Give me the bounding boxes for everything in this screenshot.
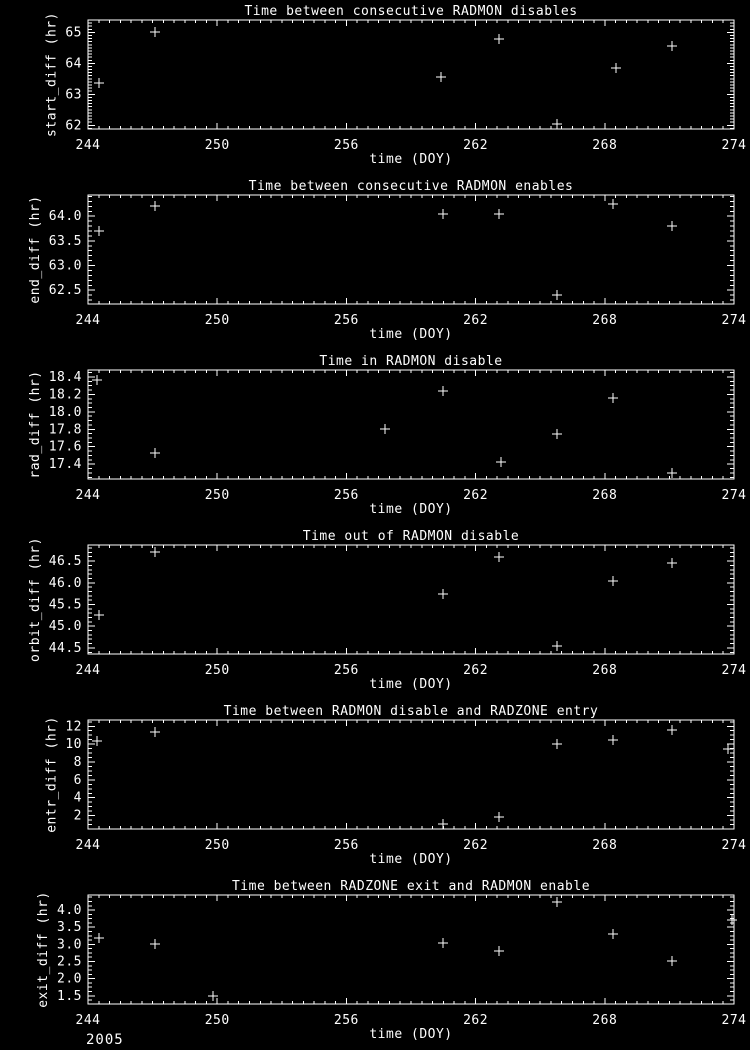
- chart-title: Time between consecutive RADMON disables: [244, 4, 578, 19]
- x-tick-label: 274: [721, 313, 747, 328]
- y-tick-label: 3.0: [57, 937, 82, 953]
- y-tick-label: 62: [65, 118, 82, 134]
- x-tick-label: 274: [721, 488, 747, 503]
- y-tick-label: 63.0: [48, 258, 82, 274]
- x-tick-label: 256: [333, 313, 359, 328]
- x-tick-label: 268: [592, 663, 618, 678]
- plot-box: [88, 895, 734, 1004]
- y-axis-label: orbit_diff (hr): [27, 537, 43, 662]
- year-label: 2005: [86, 1032, 124, 1048]
- x-tick-label: 262: [463, 663, 489, 678]
- chart-5: [0, 700, 750, 875]
- x-tick-label: 244: [75, 313, 101, 328]
- y-axis-label: rad_diff (hr): [27, 370, 43, 479]
- x-axis-label: time (DOY): [369, 852, 453, 867]
- x-tick-label: 256: [333, 488, 359, 503]
- x-tick-label: 274: [721, 838, 747, 853]
- x-axis-label: time (DOY): [369, 502, 453, 517]
- y-tick-label: 6: [73, 772, 82, 788]
- chart-1-svg: [0, 0, 750, 175]
- y-tick-label: 17.8: [48, 422, 82, 438]
- y-axis-label: exit_diff (hr): [36, 891, 52, 1008]
- chart-title: Time out of RADMON disable: [302, 529, 520, 544]
- chart-title: Time between RADZONE exit and RADMON enable: [231, 879, 591, 894]
- y-tick-label: 17.4: [48, 457, 82, 473]
- chart-5-svg: [0, 700, 750, 875]
- y-tick-label: 45.0: [48, 619, 82, 635]
- plot-box: [88, 545, 734, 654]
- y-tick-label: 18.2: [48, 387, 82, 403]
- y-tick-label: 2.5: [57, 954, 82, 970]
- chart-3-svg: [0, 350, 750, 525]
- plot-box: [88, 720, 734, 829]
- y-tick-label: 64.0: [48, 209, 82, 225]
- x-tick-label: 256: [333, 138, 359, 153]
- y-axis-label: start_diff (hr): [44, 12, 60, 137]
- y-tick-label: 4.0: [57, 903, 82, 919]
- x-tick-label: 262: [463, 138, 489, 153]
- chart-4: [0, 525, 750, 700]
- x-tick-label: 268: [592, 138, 618, 153]
- chart-4-svg: [0, 525, 750, 700]
- x-axis-label: time (DOY): [369, 1027, 453, 1042]
- x-tick-label: 250: [204, 838, 230, 853]
- y-tick-label: 64: [65, 56, 82, 72]
- y-tick-label: 1.5: [57, 988, 82, 1004]
- y-axis-label: entr_diff (hr): [44, 716, 60, 833]
- x-tick-label: 274: [721, 663, 747, 678]
- x-axis-label: time (DOY): [369, 152, 453, 167]
- chart-3: [0, 350, 750, 525]
- x-tick-label: 250: [204, 488, 230, 503]
- x-tick-label: 244: [75, 138, 101, 153]
- chart-6: [0, 875, 750, 1050]
- x-tick-label: 268: [592, 488, 618, 503]
- chart-1: [0, 0, 750, 175]
- x-tick-label: 250: [204, 1013, 230, 1028]
- x-tick-label: 244: [75, 663, 101, 678]
- y-tick-label: 4: [73, 790, 82, 806]
- y-tick-label: 45.5: [48, 597, 82, 613]
- y-tick-label: 44.5: [48, 640, 82, 656]
- x-tick-label: 256: [333, 663, 359, 678]
- x-tick-label: 250: [204, 313, 230, 328]
- x-tick-label: 268: [592, 838, 618, 853]
- x-tick-label: 268: [592, 1013, 618, 1028]
- x-tick-label: 274: [721, 138, 747, 153]
- x-axis-label: time (DOY): [369, 327, 453, 342]
- plot-box: [88, 195, 734, 304]
- x-tick-label: 262: [463, 313, 489, 328]
- x-tick-label: 250: [204, 663, 230, 678]
- x-tick-label: 250: [204, 138, 230, 153]
- plot-box: [88, 20, 734, 129]
- chart-2: [0, 175, 750, 350]
- chart-title: Time between RADMON disable and RADZONE entry: [223, 704, 599, 719]
- y-tick-label: 46.0: [48, 575, 82, 591]
- y-tick-label: 63.5: [48, 233, 82, 249]
- chart-2-svg: [0, 175, 750, 350]
- y-tick-label: 17.6: [48, 439, 82, 455]
- y-tick-label: 46.5: [48, 554, 82, 570]
- chart-6-svg: [0, 875, 750, 1050]
- chart-title: Time in RADMON disable: [319, 354, 503, 369]
- y-tick-label: 62.5: [48, 283, 82, 299]
- x-axis-label: time (DOY): [369, 677, 453, 692]
- y-tick-label: 10: [65, 737, 82, 753]
- x-tick-label: 268: [592, 313, 618, 328]
- y-tick-label: 8: [73, 754, 82, 770]
- chart-title: Time between consecutive RADMON enables: [248, 179, 574, 194]
- y-axis-label: end_diff (hr): [27, 195, 43, 304]
- y-tick-label: 18.0: [48, 404, 82, 420]
- y-tick-label: 2: [73, 808, 82, 824]
- y-tick-label: 2.0: [57, 971, 82, 987]
- x-tick-label: 256: [333, 838, 359, 853]
- x-tick-label: 244: [75, 488, 101, 503]
- plot-box: [88, 370, 734, 479]
- y-tick-label: 12: [65, 719, 82, 735]
- y-tick-label: 63: [65, 87, 82, 103]
- x-tick-label: 244: [75, 838, 101, 853]
- y-tick-label: 18.4: [48, 369, 82, 385]
- x-tick-label: 262: [463, 1013, 489, 1028]
- x-tick-label: 274: [721, 1013, 747, 1028]
- y-tick-label: 3.5: [57, 920, 82, 936]
- x-tick-label: 262: [463, 488, 489, 503]
- x-tick-label: 256: [333, 1013, 359, 1028]
- x-tick-label: 244: [75, 1013, 101, 1028]
- x-tick-label: 262: [463, 838, 489, 853]
- y-tick-label: 65: [65, 25, 82, 41]
